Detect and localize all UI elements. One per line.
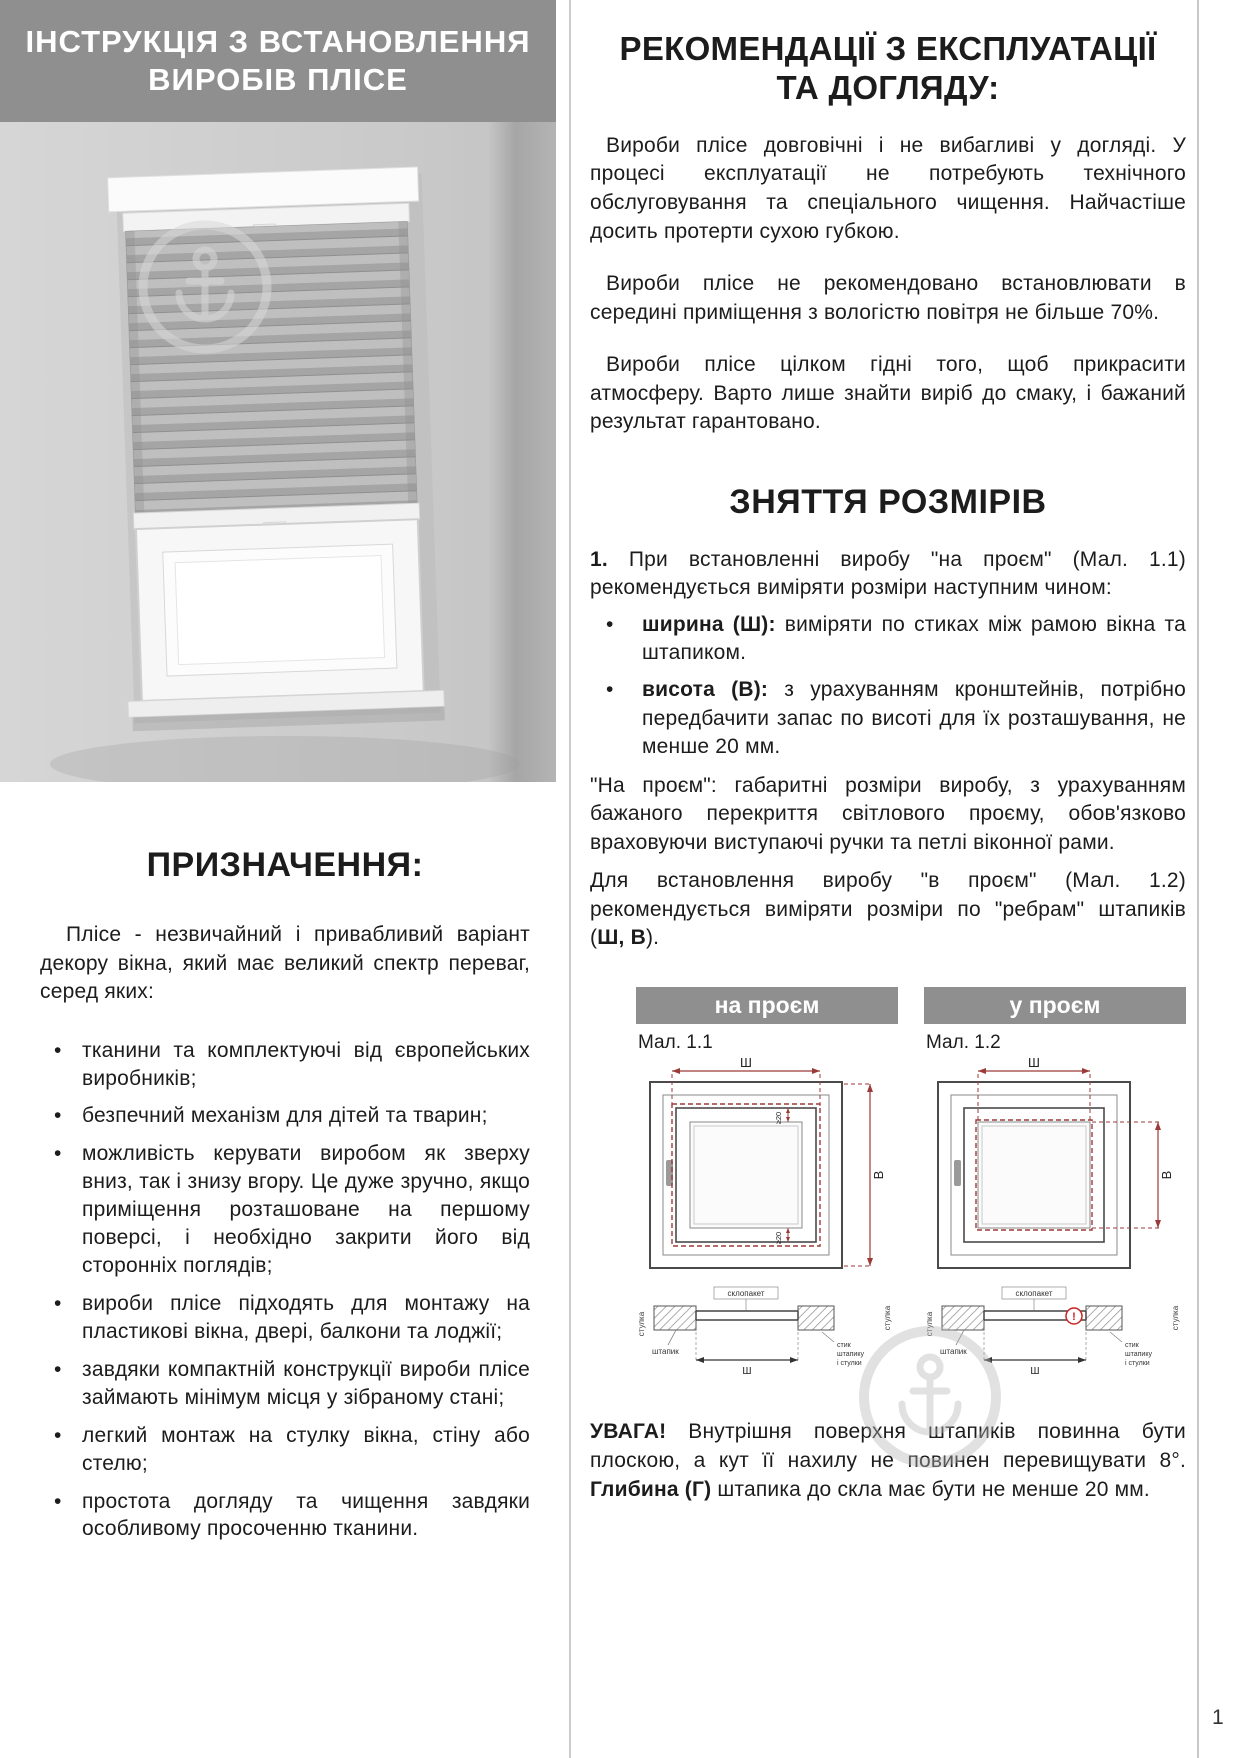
list-item	[590, 676, 1186, 762]
diagram-row	[590, 987, 1186, 1388]
window-blind-illustration	[0, 122, 556, 782]
attention-text-1: Внутрішня поверхня штапиків повинна бути плоскою, а кут її нахилу не повинен перевищувати 8°.	[590, 1419, 1186, 1472]
figure-1-2-diagram	[924, 1056, 1186, 1388]
attention-paragraph	[590, 1418, 1186, 1505]
list-item	[40, 1356, 530, 1412]
width-definition: виміряти по стиках між рамою вікна та штапиком.	[642, 612, 1186, 665]
figure-1-1-diagram	[636, 1056, 898, 1388]
purpose-heading: ПРИЗНАЧЕННЯ:	[146, 846, 424, 884]
right-margin-rule	[1197, 0, 1199, 1758]
figure-1-2	[924, 987, 1186, 1388]
measure-bullet-list	[590, 611, 1186, 762]
v-proem-text: Для встановлення виробу "в проєм" (Мал. 1.2) рекомендується виміряти розміри по "ребрам" штапиків (	[590, 869, 1186, 950]
figure-1-1-caption: Мал. 1.1	[638, 1031, 713, 1053]
fig2-stik-line1: стик	[1125, 1341, 1139, 1349]
fig2-alert-mark: !	[1072, 1310, 1076, 1323]
list-item	[590, 611, 1186, 668]
purpose-intro: Плісе - незвичайний і привабливий варіант декору вікна, який має великий спектр переваг, серед яких:	[40, 923, 530, 1004]
v-proem-paragraph	[590, 867, 1186, 953]
list-item	[40, 1140, 530, 1280]
pleated-blind	[126, 221, 418, 513]
attention-label: УВАГА!	[590, 1419, 667, 1443]
fig2-stik-line2: штапику	[1125, 1350, 1152, 1358]
care-paragraph-3: Вироби плісе цілком гідні того, щоб прикрасити атмосферу. Варто лише знайти виріб до смаку, і бажаний результат гарантовано.	[590, 353, 1186, 434]
width-term: ширина (Ш):	[642, 612, 776, 636]
step-number: 1.	[590, 547, 608, 571]
left-title-line2: ВИРОБІВ ПЛІСЕ	[148, 62, 408, 97]
list-item	[40, 1290, 530, 1346]
v-proem-end: ).	[645, 926, 660, 950]
na-proem-paragraph: "На проєм": габаритні розміри виробу, з урахуванням бажаного перекриття світлового проєму, обов'язково враховуючи виступаючі ручки та петлі віконної рами.	[590, 773, 1186, 854]
fig2-shtapik-label: штапик	[940, 1346, 967, 1356]
purpose-section	[0, 782, 556, 1553]
fig2-stik-line3: і стулки	[1125, 1359, 1150, 1367]
list-item-text: тканини та комплектуючі від європейських виробників;	[82, 1038, 530, 1090]
fig1-shtapik-label: штапик	[652, 1346, 679, 1356]
list-item	[40, 1037, 530, 1093]
figure-1-2-caption: Мал. 1.2	[926, 1031, 1001, 1053]
fig1-stik-line1: стик	[837, 1341, 851, 1349]
purpose-bullet-list	[40, 1037, 530, 1544]
window-illustration-svg	[0, 122, 556, 782]
list-item	[40, 1102, 530, 1130]
care-heading-line2: ТА ДОГЛЯДУ:	[776, 68, 1000, 106]
list-item	[40, 1422, 530, 1478]
fig1-stik-line3: і стулки	[837, 1359, 862, 1367]
window-glass	[175, 556, 384, 665]
column-divider	[569, 0, 571, 1758]
fig2-width-label: Ш	[1028, 1055, 1040, 1070]
right-column	[590, 0, 1186, 1505]
fig1-height-label: В	[871, 1170, 886, 1180]
list-item	[40, 1488, 530, 1544]
figure-1-1-header: на проєм	[636, 987, 898, 1024]
fig2-sklopaket-label: склопакет	[1015, 1288, 1053, 1298]
left-title-banner	[0, 0, 556, 122]
care-paragraph-2: Вироби плісе не рекомендовано встановлювати в середині приміщення з вологістю повітря не більше 70%.	[590, 272, 1186, 324]
care-paragraph-1: Вироби плісе довговічні і не вибагливі у догляді. У процесі експлуатації не потребують технічного обслуговування та спеціального чищення. Найчастіше досить протерти сухою губкою.	[590, 133, 1186, 243]
list-item-text: безпечний механізм для дітей та тварин;	[82, 1104, 488, 1128]
v-proem-dims: Ш, В	[597, 926, 646, 950]
list-item-text: можливість керувати виробом як зверху вниз, так і знизу вгору. Це дуже зручно, якщо приміщення розташоване на першому поверсі, і необхідно закрити його від сторонніх поглядів;	[82, 1142, 530, 1278]
fig1-stik-line2: штапику	[837, 1350, 864, 1358]
fig1-width-bottom-label: Ш	[742, 1365, 752, 1377]
list-item-text: простота догляду та чищення завдяки особливому просоченню тканини.	[82, 1489, 530, 1541]
left-title-line1: ІНСТРУКЦІЯ З ВСТАНОВЛЕННЯ	[25, 24, 531, 60]
figure-1-1	[636, 987, 898, 1388]
height-definition: з урахуванням кронштейнів, потрібно передбачити запас по висоті для їх розташування, не менше 20 мм.	[642, 677, 1186, 759]
measure-step-1	[590, 546, 1186, 603]
care-heading	[590, 30, 1186, 108]
figure-1-2-header: у проєм	[924, 987, 1186, 1024]
fig1-ge20-top: ≥20	[774, 1111, 783, 1125]
height-term: висота (В):	[642, 677, 769, 701]
fig2-stulka-right-label: стулка	[1171, 1305, 1180, 1331]
attention-text-2: штапика до скла має бути не менше 20 мм.	[711, 1477, 1150, 1501]
fig1-stulka-right-label: стулка	[883, 1305, 892, 1331]
measure-heading: ЗНЯТТЯ РОЗМІРІВ	[729, 482, 1047, 521]
care-heading-line1: РЕКОМЕНДАЦІЇ З ЕКСПЛУАТАЦІЇ	[619, 30, 1157, 67]
page-number: 1	[1212, 1706, 1224, 1729]
fig2-width-bottom-label: Ш	[1030, 1365, 1040, 1377]
step-text: При встановленні виробу "на проєм" (Мал. 1.1) рекомендується виміряти розміри наступним чином:	[590, 547, 1186, 600]
fig2-height-label: В	[1159, 1170, 1174, 1180]
list-item-text: вироби плісе підходять для монтажу на пластикові вікна, двері, балкони та лоджії;	[82, 1292, 530, 1343]
window-handle	[954, 1160, 961, 1186]
fig2-stulka-left-label: стулка	[925, 1311, 934, 1337]
fig1-sklopaket-label: склопакет	[727, 1288, 765, 1298]
list-item-text: легкий монтаж на стулку вікна, стіну або стелю;	[82, 1423, 530, 1475]
list-item-text: завдяки компактній конструкції вироби плісе займають мінімум місця у зібраному стані;	[82, 1357, 530, 1409]
fig1-stulka-left-label: стулка	[637, 1311, 646, 1337]
depth-term: Глибина (Г)	[590, 1477, 712, 1501]
fig1-ge20-bottom: ≥20	[774, 1231, 783, 1245]
fig1-width-label: Ш	[740, 1055, 752, 1070]
